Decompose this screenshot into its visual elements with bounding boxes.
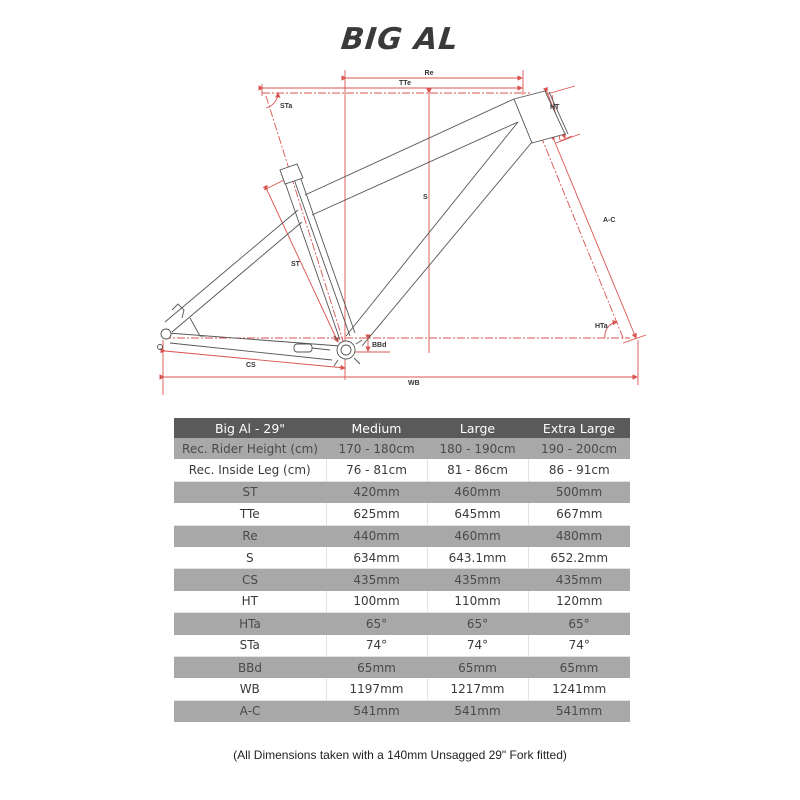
header-extra-large: Extra Large [528, 418, 630, 438]
cell-large: 645mm [427, 503, 528, 525]
cell-medium: 65mm [326, 656, 427, 678]
cell-large: 65° [427, 613, 528, 635]
label-cs: CS [246, 362, 256, 369]
cell-large: 74° [427, 635, 528, 657]
row-label: STa [174, 635, 326, 657]
label-hta: HTa [595, 323, 608, 330]
row-label: TTe [174, 503, 326, 525]
cell-medium: 74° [326, 635, 427, 657]
bike-frame [158, 91, 569, 366]
geometry-table [174, 418, 630, 722]
label-st: ST [291, 261, 300, 268]
cell-large: 65mm [427, 656, 528, 678]
cell-medium: 170 - 180cm [326, 438, 427, 459]
table-row [174, 503, 630, 525]
cell-extra-large: 1241mm [528, 678, 630, 700]
cell-extra-large: 190 - 200cm [528, 438, 630, 459]
cell-medium: 65° [326, 613, 427, 635]
cell-extra-large: 541mm [528, 700, 630, 722]
row-label: A-C [174, 700, 326, 722]
label-tte: TTe [399, 80, 411, 87]
cell-medium: 625mm [326, 503, 427, 525]
header-large: Large [427, 418, 528, 438]
row-label: S [174, 547, 326, 569]
row-label: Rec. Inside Leg (cm) [174, 459, 326, 481]
cell-extra-large: 667mm [528, 503, 630, 525]
row-label: Rec. Rider Height (cm) [174, 438, 326, 459]
cell-extra-large: 500mm [528, 481, 630, 503]
cell-medium: 1197mm [326, 678, 427, 700]
table-row [174, 438, 630, 459]
cell-large: 460mm [427, 525, 528, 547]
cell-medium: 435mm [326, 569, 427, 591]
label-bbd: BBd [372, 342, 387, 349]
cell-extra-large: 120mm [528, 591, 630, 613]
cell-medium: 100mm [326, 591, 427, 613]
cell-large: 180 - 190cm [427, 438, 528, 459]
table-row [174, 547, 630, 569]
dimension-lines [163, 70, 646, 395]
cell-large: 541mm [427, 700, 528, 722]
label-ht: HT [550, 104, 560, 111]
row-label: ST [174, 481, 326, 503]
cell-medium: 420mm [326, 481, 427, 503]
cell-large: 460mm [427, 481, 528, 503]
row-label: HTa [174, 613, 326, 635]
cell-medium: 541mm [326, 700, 427, 722]
cell-large: 81 - 86cm [427, 459, 528, 481]
label-ac: A-C [603, 217, 616, 224]
row-label: WB [174, 678, 326, 700]
row-label: CS [174, 569, 326, 591]
cell-medium: 634mm [326, 547, 427, 569]
header-model: Big Al - 29" [174, 418, 326, 438]
table-row [174, 700, 630, 722]
table-row [174, 635, 630, 657]
header-medium: Medium [326, 418, 427, 438]
cell-extra-large: 86 - 91cm [528, 459, 630, 481]
label-wb: WB [408, 380, 420, 387]
table-row [174, 656, 630, 678]
cell-large: 1217mm [427, 678, 528, 700]
label-sta: STa [280, 103, 293, 110]
cell-extra-large: 65° [528, 613, 630, 635]
table-row [174, 613, 630, 635]
cell-extra-large: 65mm [528, 656, 630, 678]
table-row [174, 678, 630, 700]
cell-medium: 76 - 81cm [326, 459, 427, 481]
cell-extra-large: 652.2mm [528, 547, 630, 569]
table-row [174, 459, 630, 481]
table-row [174, 569, 630, 591]
table-header-row [174, 418, 630, 438]
table-row [174, 525, 630, 547]
cell-large: 643.1mm [427, 547, 528, 569]
footnote: (All Dimensions taken with a 140mm Unsagged 29" Fork fitted) [233, 748, 567, 762]
page-title: BIG AL [339, 22, 461, 57]
cell-extra-large: 74° [528, 635, 630, 657]
cell-large: 435mm [427, 569, 528, 591]
cell-medium: 440mm [326, 525, 427, 547]
row-label: BBd [174, 656, 326, 678]
table-row [174, 481, 630, 503]
table-row [174, 591, 630, 613]
row-label: HT [174, 591, 326, 613]
cell-extra-large: 435mm [528, 569, 630, 591]
label-s: S [423, 194, 428, 201]
cell-large: 110mm [427, 591, 528, 613]
cell-extra-large: 480mm [528, 525, 630, 547]
row-label: Re [174, 525, 326, 547]
label-re: Re [424, 70, 434, 77]
